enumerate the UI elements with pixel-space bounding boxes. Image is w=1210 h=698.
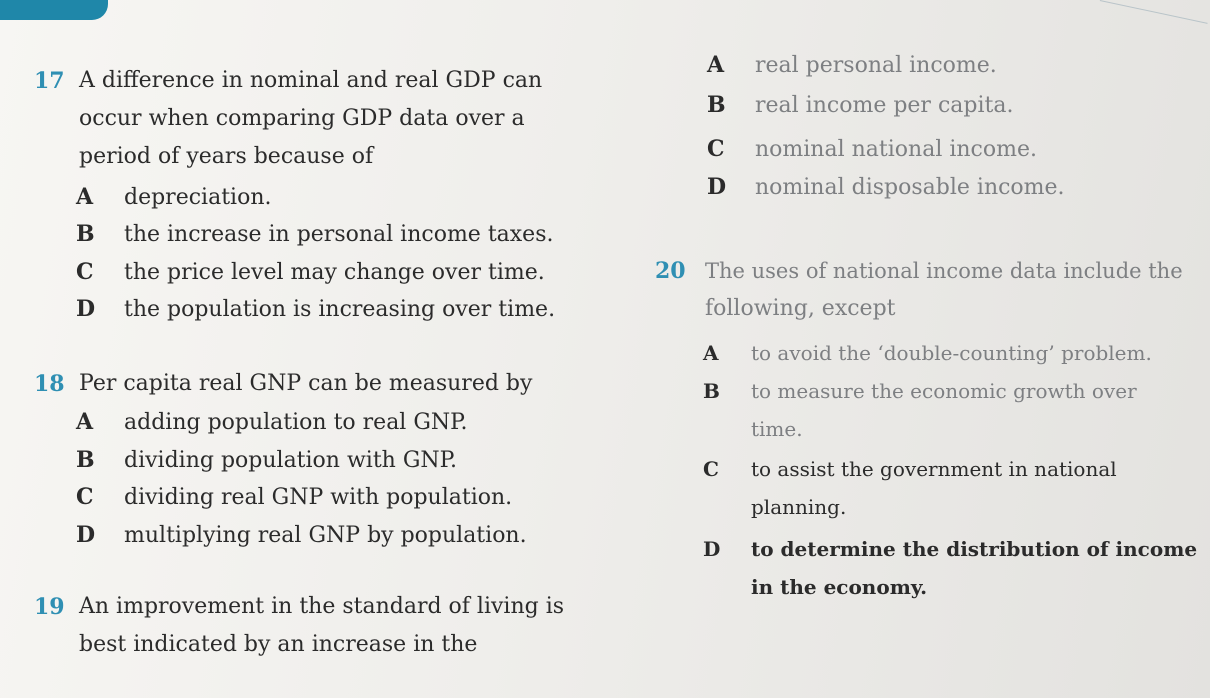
option-c (703, 450, 1117, 488)
option-d (76, 516, 527, 555)
option-letter: D (703, 537, 721, 561)
question-number: 17 (34, 68, 65, 94)
option-letter: C (76, 484, 94, 510)
option-letter: D (707, 174, 727, 200)
option-text: the population is increasing over time. (124, 297, 556, 322)
option-text: multiplying real GNP by population. (124, 523, 527, 548)
option-d (703, 530, 1197, 568)
option-letter: B (76, 447, 95, 473)
question-stem-line: An improvement in the standard of living is (79, 594, 565, 619)
option-b (707, 92, 1013, 118)
option-text: to measure the economic growth over (751, 379, 1137, 403)
option-text: the price level may change over time. (124, 260, 545, 285)
option-text: planning. (751, 495, 847, 519)
option-text: to assist the government in national (751, 457, 1117, 481)
option-text: the increase in personal income taxes. (124, 222, 554, 247)
option-letter: B (76, 221, 95, 247)
option-letter: C (703, 457, 719, 481)
option-letter: A (76, 409, 94, 435)
question-17 (34, 62, 594, 362)
option-a (703, 334, 1152, 372)
question-stem-line: Per capita real GNP can be measured by (79, 371, 533, 396)
option-text: real income per capita. (755, 93, 1014, 118)
option-text: nominal national income. (755, 137, 1037, 162)
page-tab (0, 0, 108, 20)
question-number: 19 (34, 594, 65, 620)
option-text: adding population to real GNP. (124, 410, 468, 435)
option-b (76, 215, 553, 254)
option-letter: A (703, 341, 719, 365)
question-stem-line: A difference in nominal and real GDP can (79, 68, 543, 93)
question-20 (655, 252, 1205, 602)
option-text: time. (751, 417, 803, 441)
option-text: dividing real GNP with population. (124, 485, 513, 510)
option-text: real personal income. (755, 53, 997, 78)
option-text: dividing population with GNP. (124, 448, 457, 473)
option-letter: A (707, 52, 725, 78)
option-a (76, 403, 468, 442)
option-d (76, 290, 555, 329)
option-letter: A (76, 184, 94, 210)
option-letter: B (707, 92, 726, 118)
option-letter: C (76, 259, 94, 285)
question-number: 18 (34, 371, 65, 397)
option-letter: D (76, 522, 96, 548)
option-text: in the economy. (751, 575, 928, 599)
option-a (707, 52, 997, 78)
question-stem-line: occur when comparing GDP data over a (79, 106, 525, 131)
question-stem-line: period of years because of (79, 144, 374, 169)
option-text: to determine the distribution of income (751, 537, 1198, 561)
question-stem-line: following, except (705, 296, 896, 321)
option-letter: C (707, 136, 725, 162)
option-c (76, 478, 512, 517)
question-stem-line: The uses of national income data include the (705, 259, 1183, 283)
option-text: nominal disposable income. (755, 175, 1065, 200)
page-corner-line (1094, 0, 1208, 53)
option-a (76, 178, 271, 217)
option-c (707, 136, 1037, 162)
question-number: 20 (655, 258, 686, 284)
option-letter: B (703, 379, 720, 403)
option-b (703, 372, 1137, 410)
option-c (76, 253, 545, 292)
option-text: to avoid the ‘double-counting’ problem. (751, 341, 1152, 365)
option-text: depreciation. (124, 185, 272, 210)
option-letter: D (76, 296, 96, 322)
option-c-continued (751, 488, 846, 526)
question-19 (34, 588, 594, 678)
option-b-continued (751, 410, 803, 448)
option-b (76, 441, 457, 480)
question-stem-line: best indicated by an increase in the (79, 632, 478, 657)
option-d (707, 174, 1065, 200)
question-18 (34, 365, 594, 565)
option-d-continued (751, 568, 927, 606)
